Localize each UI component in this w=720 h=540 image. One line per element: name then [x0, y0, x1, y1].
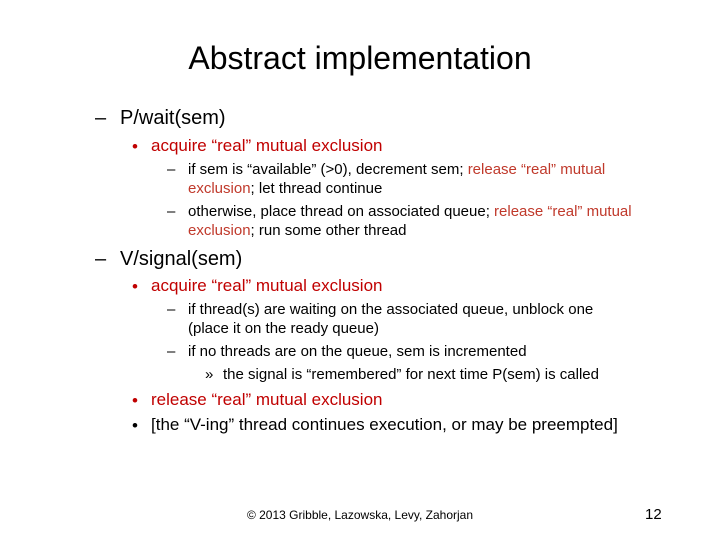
vsignal-heading: V/signal(sem): [120, 248, 243, 270]
copyright-footer: © 2013 Gribble, Lazowska, Levy, Zahorjan: [246, 508, 474, 522]
pwait-sub2-marker: –: [167, 203, 176, 220]
pwait-sub1-line1-text: if sem is “available” (>0), decrement sem;: [188, 161, 468, 178]
vsignal-bullet-continues: [the “V-ing” thread continues execution, or may be preempted]: [151, 415, 618, 434]
vsignal-bullet3-marker: •: [132, 416, 138, 435]
pwait-sub1-line1: [188, 160, 605, 179]
pwait-sub2-line2: [188, 221, 406, 240]
vsignal-sub2-marker: –: [167, 343, 176, 360]
pwait-bullet-acquire: acquire “real” mutual exclusion: [151, 136, 383, 155]
pwait-sub1-line1-release: release “real” mutual: [467, 161, 606, 178]
pwait-sub2-line1: [188, 202, 632, 221]
vsignal-sub3-line1: the signal is “remembered” for next time P(sem) is called: [223, 366, 599, 383]
pwait-sub1-line2-exclusion: exclusion: [188, 180, 251, 197]
pwait-dash-marker: –: [95, 107, 107, 129]
pwait-heading: P/wait(sem): [120, 107, 226, 129]
vsignal-sub2-line1: if no threads are on the queue, sem is incremented: [188, 343, 527, 360]
vsignal-sub3-marker: »: [205, 366, 214, 383]
pwait-sub1-line2: [188, 179, 382, 198]
pwait-sub1-marker: –: [167, 161, 176, 178]
vsignal-bullet-marker: •: [132, 277, 138, 296]
pwait-sub1-line2-text: ; let thread continue: [250, 180, 383, 197]
vsignal-bullet2-marker: •: [132, 391, 138, 410]
vsignal-sub1-line1: if thread(s) are waiting on the associated queue, unblock one: [188, 301, 594, 318]
pwait-bullet-marker: •: [132, 137, 138, 156]
vsignal-bullet-acquire: acquire “real” mutual exclusion: [151, 276, 383, 295]
vsignal-sub1-line2: (place it on the ready queue): [188, 320, 379, 337]
pwait-sub2-line2-text: ; run some other thread: [250, 222, 407, 239]
pwait-sub2-line1-release: release “real” mutual: [494, 203, 632, 220]
page-number: 12: [645, 506, 662, 523]
pwait-sub2-line2-exclusion: exclusion: [188, 222, 251, 239]
slide-title: Abstract implementation: [188, 40, 532, 76]
pwait-sub2-line1-text: otherwise, place thread on associated queue;: [188, 203, 495, 220]
vsignal-sub1-marker: –: [167, 301, 176, 318]
vsignal-bullet-release: release “real” mutual exclusion: [151, 390, 383, 409]
vsignal-dash-marker: –: [95, 248, 107, 270]
